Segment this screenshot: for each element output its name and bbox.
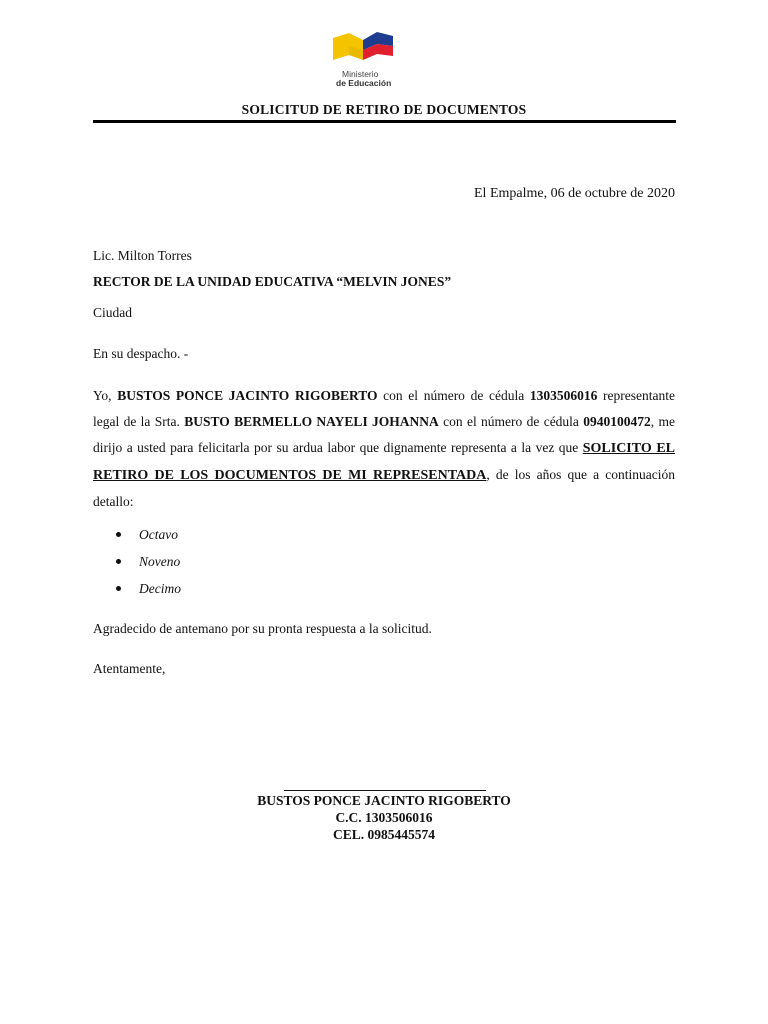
letter-date: El Empalme, 06 de octubre de 2020 <box>474 186 675 201</box>
ministry-flag-icon <box>331 30 395 70</box>
addressee-city: Ciudad <box>93 305 132 320</box>
body-text-1: Yo, <box>93 388 118 403</box>
list-item: Decimo <box>110 578 181 605</box>
applicant-name: BUSTOS PONCE JACINTO RIGOBERTO <box>117 388 378 403</box>
signature-line <box>284 790 486 791</box>
list-item: Noveno <box>110 551 181 578</box>
student-name: BUSTO BERMELLO NAYELI JOHANNA <box>184 414 439 429</box>
signer-phone: CEL. 0985445574 <box>332 827 435 842</box>
logo-line-1: Ministerio <box>342 69 379 79</box>
body-text-3: representante legal de la Srta. <box>93 388 675 429</box>
signer-id: C.C. 1303506016 <box>335 810 433 825</box>
signature-block <box>93 792 675 843</box>
ministry-logo <box>328 28 428 92</box>
signer-name: BUSTOS PONCE JACINTO RIGOBERTO <box>257 793 511 808</box>
title-divider <box>93 120 676 123</box>
salutation: En su despacho. - <box>93 346 189 361</box>
request-statement: SOLICITO EL RETIRO DE LOS DOCUMENTOS DE MI REPRESENTADA <box>93 441 675 483</box>
closing-line: Atentamente, <box>93 661 166 676</box>
applicant-id: 1303506016 <box>529 388 598 403</box>
logo-line-2: de Educación <box>336 78 392 88</box>
grades-list <box>110 524 181 605</box>
list-item: Octavo <box>110 524 181 551</box>
body-text-2: con el número de cédula <box>377 388 530 403</box>
document-title: SOLICITUD DE RETIRO DE DOCUMENTOS <box>241 102 527 117</box>
addressee-title: RECTOR DE LA UNIDAD EDUCATIVA “MELVIN JONES” <box>93 274 452 289</box>
ministry-logo-text <box>336 70 396 88</box>
addressee-name: Lic. Milton Torres <box>93 248 192 263</box>
body-text-5: , me dirijo a usted para felicitarla por su ardua labor que dignamente representa a la vez que <box>93 414 675 455</box>
thanks-line: Agradecido de antemano por su pronta respuesta a la solicitud. <box>93 621 432 636</box>
body-paragraph <box>93 383 675 515</box>
student-id: 0940100472 <box>583 414 651 429</box>
body-text-6: , de los años que a continuación detallo: <box>93 467 675 509</box>
body-text-4: con el número de cédula <box>438 414 584 429</box>
